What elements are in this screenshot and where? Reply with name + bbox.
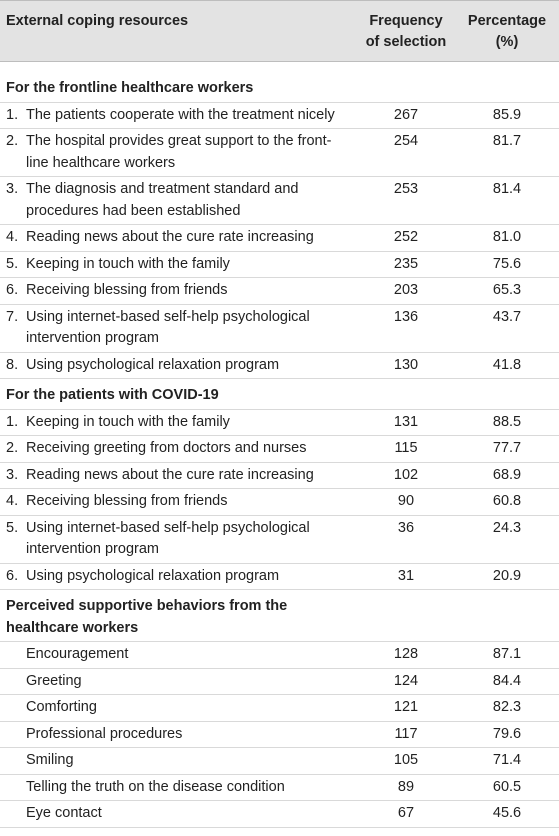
resource-cell — [0, 129, 357, 177]
percentage-cell: 20.9 — [455, 563, 559, 590]
resource-label — [6, 465, 351, 487]
item-text: Using psychological relaxation program — [26, 567, 280, 584]
resource-label — [6, 131, 351, 174]
table-body — [0, 62, 559, 828]
percentage-cell: 85.9 — [455, 102, 559, 129]
resource-label — [6, 105, 351, 127]
percentage-cell: 41.8 — [455, 352, 559, 379]
resource-cell — [0, 225, 357, 252]
section-empty-cell — [455, 379, 559, 410]
resource-cell — [0, 774, 357, 801]
resource-cell — [0, 436, 357, 463]
percentage-cell: 81.0 — [455, 225, 559, 252]
item-text: Using internet-based self-help psychological intervention program — [26, 519, 310, 557]
resource-label — [6, 280, 351, 302]
resource-cell — [0, 695, 357, 722]
resource-label — [6, 227, 351, 249]
section-empty-cell — [455, 62, 559, 103]
resource-cell — [0, 489, 357, 516]
frequency-cell: 67 — [357, 801, 455, 828]
resource-cell — [0, 352, 357, 379]
percentage-cell: 65.3 — [455, 278, 559, 305]
table-row — [0, 695, 559, 722]
resource-label — [6, 179, 351, 222]
table-row — [0, 102, 559, 129]
table-row — [0, 436, 559, 463]
percentage-cell: 87.1 — [455, 642, 559, 669]
frequency-cell: 128 — [357, 642, 455, 669]
item-text: Eye contact — [26, 805, 102, 821]
frequency-cell: 252 — [357, 225, 455, 252]
percentage-cell: 84.4 — [455, 668, 559, 695]
frequency-cell: 130 — [357, 352, 455, 379]
section-empty-cell — [357, 62, 455, 103]
item-number: 3. — [6, 466, 19, 483]
item-text: Comforting — [26, 699, 97, 715]
resource-cell — [0, 409, 357, 436]
table-row — [0, 462, 559, 489]
percentage-cell: 82.3 — [455, 695, 559, 722]
table-row — [0, 278, 559, 305]
table-row — [0, 721, 559, 748]
section-header-row — [0, 62, 559, 103]
section-empty-cell — [455, 590, 559, 642]
percentage-cell: 81.4 — [455, 177, 559, 225]
frequency-cell: 36 — [357, 515, 455, 563]
item-number: 2. — [6, 440, 19, 456]
resource-cell — [0, 668, 357, 695]
percentage-cell: 81.7 — [455, 129, 559, 177]
resource-cell — [0, 462, 357, 489]
resource-label — [6, 438, 351, 460]
resource-cell — [0, 304, 357, 352]
item-text: Using internet-based self-help psychological intervention program — [26, 308, 310, 346]
resource-cell — [0, 515, 357, 563]
frequency-cell: 105 — [357, 748, 455, 775]
resource-cell — [0, 642, 357, 669]
item-text: The patients cooperate with the treatment nicely — [26, 106, 335, 123]
resource-cell — [0, 177, 357, 225]
frequency-cell: 136 — [357, 304, 455, 352]
resource-cell — [0, 721, 357, 748]
item-number: 6. — [6, 282, 19, 298]
item-text: Smiling — [26, 752, 74, 768]
frequency-cell: 31 — [357, 563, 455, 590]
header-coping-resources: External coping resources — [0, 1, 357, 62]
frequency-cell: 235 — [357, 251, 455, 278]
frequency-cell: 124 — [357, 668, 455, 695]
section-title: Perceived supportive behaviors from the healthcare workers — [0, 590, 357, 642]
item-text: The diagnosis and treatment standard and procedures had been established — [26, 181, 299, 219]
percentage-cell: 24.3 — [455, 515, 559, 563]
item-number: 6. — [6, 567, 19, 584]
table-row — [0, 748, 559, 775]
section-title: For the frontline healthcare workers — [0, 62, 357, 103]
resource-label — [6, 412, 351, 434]
percentage-cell: 79.6 — [455, 721, 559, 748]
frequency-cell: 102 — [357, 462, 455, 489]
item-text: Encouragement — [26, 646, 129, 662]
item-number: 7. — [6, 308, 19, 325]
item-number: 5. — [6, 519, 19, 536]
resource-cell — [0, 801, 357, 828]
frequency-cell: 121 — [357, 695, 455, 722]
item-number: 1. — [6, 106, 19, 123]
table-header-row — [0, 1, 559, 62]
table-row — [0, 642, 559, 669]
item-text: Keeping in touch with the family — [26, 413, 230, 430]
frequency-cell: 89 — [357, 774, 455, 801]
frequency-cell: 203 — [357, 278, 455, 305]
item-text: Receiving blessing from friends — [26, 282, 228, 298]
item-number: 1. — [6, 413, 19, 430]
table-row — [0, 774, 559, 801]
header-frequency: Frequency of selection — [357, 1, 455, 62]
frequency-cell: 117 — [357, 721, 455, 748]
table-row — [0, 177, 559, 225]
table-row — [0, 129, 559, 177]
section-title: For the patients with COVID-19 — [0, 379, 357, 410]
percentage-cell: 45.6 — [455, 801, 559, 828]
percentage-cell: 60.5 — [455, 774, 559, 801]
percentage-cell: 71.4 — [455, 748, 559, 775]
resource-label — [6, 307, 351, 350]
resource-cell — [0, 748, 357, 775]
item-text: Keeping in touch with the family — [26, 255, 230, 272]
table-row — [0, 352, 559, 379]
item-number: 4. — [6, 229, 19, 245]
item-text: The hospital provides great support to the front-line healthcare workers — [26, 133, 332, 171]
frequency-cell: 115 — [357, 436, 455, 463]
item-number: 2. — [6, 133, 19, 149]
item-text: Reading news about the cure rate increasing — [26, 466, 314, 483]
resource-cell — [0, 563, 357, 590]
frequency-cell: 254 — [357, 129, 455, 177]
item-text: Receiving blessing from friends — [26, 493, 228, 509]
item-number: 8. — [6, 356, 19, 373]
percentage-cell: 60.8 — [455, 489, 559, 516]
resource-cell — [0, 251, 357, 278]
item-number: 5. — [6, 255, 19, 272]
percentage-cell: 75.6 — [455, 251, 559, 278]
resource-label — [6, 254, 351, 276]
item-text: Telling the truth on the disease condition — [26, 778, 285, 795]
item-number: 3. — [6, 181, 19, 197]
percentage-cell: 88.5 — [455, 409, 559, 436]
table-row — [0, 409, 559, 436]
resource-label — [6, 355, 351, 377]
table-row — [0, 515, 559, 563]
section-empty-cell — [357, 590, 455, 642]
item-text: Reading news about the cure rate increasing — [26, 229, 314, 245]
table-row — [0, 251, 559, 278]
item-number: 4. — [6, 493, 19, 509]
percentage-cell: 43.7 — [455, 304, 559, 352]
frequency-cell: 267 — [357, 102, 455, 129]
header-percentage: Percentage (%) — [455, 1, 559, 62]
table-row — [0, 801, 559, 828]
percentage-cell: 77.7 — [455, 436, 559, 463]
item-text: Professional procedures — [26, 725, 183, 742]
item-text: Greeting — [26, 672, 82, 689]
percentage-cell: 68.9 — [455, 462, 559, 489]
frequency-cell: 253 — [357, 177, 455, 225]
resource-label — [6, 566, 351, 588]
table-row — [0, 225, 559, 252]
item-text: Using psychological relaxation program — [26, 356, 280, 373]
frequency-cell: 90 — [357, 489, 455, 516]
frequency-cell: 131 — [357, 409, 455, 436]
table-row — [0, 563, 559, 590]
section-header-row — [0, 590, 559, 642]
resource-cell — [0, 278, 357, 305]
section-header-row — [0, 379, 559, 410]
resource-cell — [0, 102, 357, 129]
resource-label — [6, 518, 351, 561]
section-empty-cell — [357, 379, 455, 410]
table-row — [0, 668, 559, 695]
resource-label — [6, 491, 351, 513]
table-row — [0, 304, 559, 352]
item-text: Receiving greeting from doctors and nurses — [26, 440, 307, 456]
table-row — [0, 489, 559, 516]
